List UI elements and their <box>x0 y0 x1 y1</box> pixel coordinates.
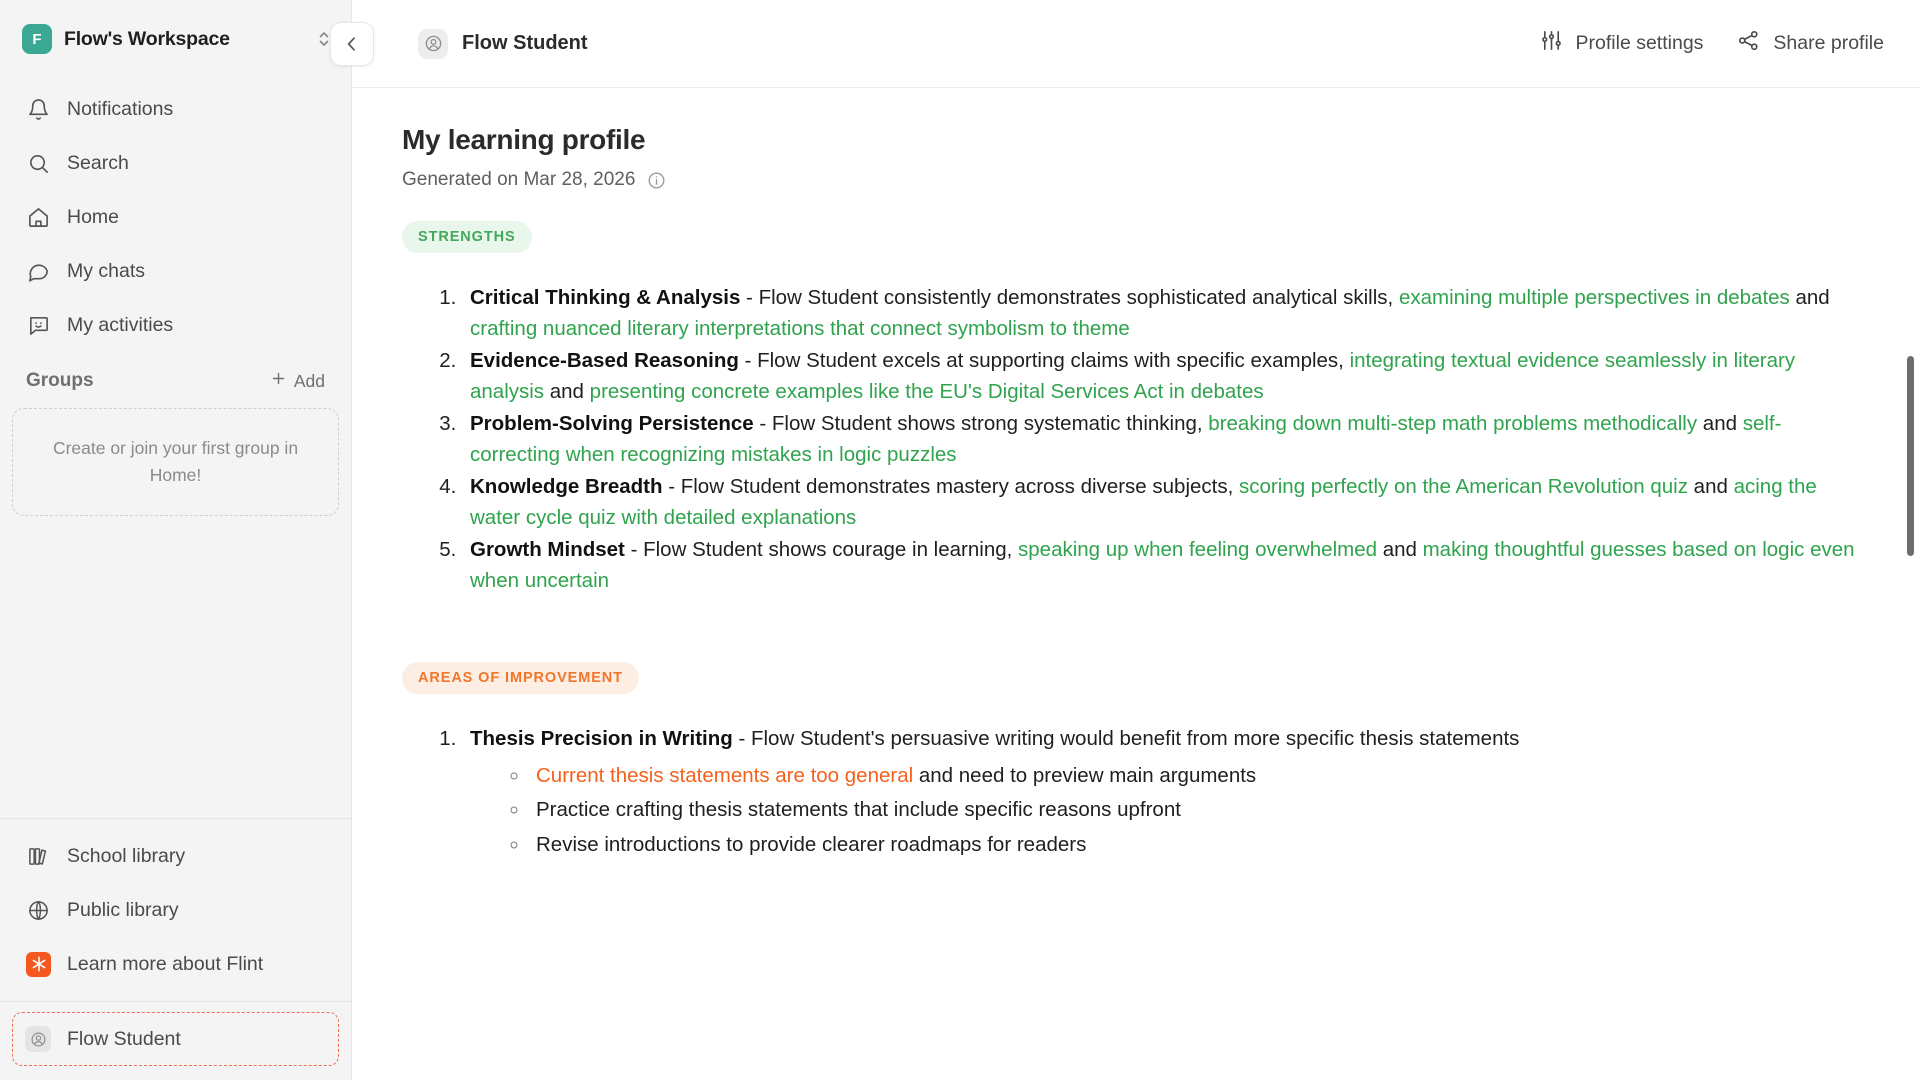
sidebar-item-notifications[interactable] <box>14 82 337 136</box>
strength-mid: and <box>1687 475 1734 499</box>
bell-icon <box>26 97 51 122</box>
strength-pre: - Flow Student shows strong systematic thinking, <box>753 412 1209 436</box>
sidebar-item-public-library[interactable] <box>14 883 337 937</box>
list-item <box>462 409 1860 470</box>
sidebar-label: My activities <box>67 313 174 336</box>
flint-logo-icon <box>26 952 51 977</box>
secondary-nav <box>0 818 351 991</box>
list-item <box>462 535 1860 596</box>
avatar <box>25 1026 51 1052</box>
list-item <box>462 346 1860 407</box>
workspace-logo: F <box>22 24 52 54</box>
content-inner <box>352 124 1920 860</box>
strength-highlight-1: examining multiple perspectives in debates <box>1398 286 1790 309</box>
sidebar-user-section <box>0 1001 351 1080</box>
main-area <box>352 0 1920 1080</box>
strength-highlight-1: integrating textual evidence seamlessly in literary analysis <box>470 349 1796 403</box>
groups-header <box>0 352 351 402</box>
list-item <box>462 472 1860 533</box>
sidebar <box>0 0 352 1080</box>
strength-mid: and <box>1697 412 1743 436</box>
strength-term: Problem-Solving Persistence <box>470 412 754 436</box>
strength-highlight-2: presenting concrete examples like the EU's Digital Services Act in debates <box>589 379 1264 403</box>
sidebar-label: Home <box>67 205 120 228</box>
plus-icon <box>270 370 287 392</box>
strength-pre: - Flow Student demonstrates mastery across diverse subjects, <box>662 475 1240 499</box>
sidebar-label: Notifications <box>67 97 174 120</box>
strength-term: Evidence-Based Reasoning <box>470 349 739 373</box>
home-icon <box>26 205 51 230</box>
improvement-badge: AREAS OF IMPROVEMENT <box>402 662 639 694</box>
list-item <box>462 724 1860 860</box>
improvement-sublist <box>470 761 1860 861</box>
improvement-bullet-rest: Revise introductions to provide clearer roadmaps for readers <box>536 832 1087 856</box>
workspace-header[interactable] <box>0 0 351 78</box>
list-item <box>462 283 1860 344</box>
improvement-term: Thesis Precision in Writing <box>470 727 733 751</box>
profile-settings-label: Profile settings <box>1575 32 1704 54</box>
sidebar-label: Public library <box>67 898 179 921</box>
page-title: My learning profile <box>402 124 646 155</box>
sidebar-item-learn-more-flint[interactable] <box>14 937 337 991</box>
strength-mid: and <box>544 379 590 403</box>
add-group-button[interactable] <box>270 370 325 392</box>
strength-highlight-1: scoring perfectly on the American Revolution quiz <box>1239 475 1688 499</box>
current-user-name: Flow Student <box>67 1027 181 1050</box>
strength-pre: - Flow Student consistently demonstrates sophisticated analytical skills, <box>740 286 1399 309</box>
scrollbar-thumb[interactable] <box>1907 356 1914 556</box>
strength-highlight-1: speaking up when feeling overwhelmed <box>1018 538 1377 562</box>
improvement-bullet-rest: and need to preview main arguments <box>913 763 1257 787</box>
topbar-actions <box>1540 29 1884 58</box>
info-icon[interactable] <box>647 171 666 190</box>
workspace-name: Flow's Workspace <box>64 27 230 50</box>
list-item <box>530 795 1860 826</box>
improvement-pre: - Flow Student's persuasive writing would benefit from more specific thesis statements <box>732 727 1520 751</box>
strengths-list <box>402 283 1860 596</box>
improvement-highlight: Current thesis statements are too general <box>536 763 914 787</box>
add-group-label: Add <box>293 370 325 391</box>
topbar-title-group <box>418 29 588 59</box>
scrollbar-track[interactable] <box>1904 176 1920 1080</box>
chat-bubble-icon <box>26 259 51 284</box>
generated-date: Generated on Mar 28, 2026 <box>402 169 636 190</box>
sidebar-label: My chats <box>67 259 146 282</box>
sidebar-label: School library <box>67 844 186 867</box>
collapse-sidebar-button[interactable] <box>330 22 374 66</box>
page-subject-title: Flow Student <box>462 32 588 54</box>
sidebar-item-my-chats[interactable] <box>14 244 337 298</box>
sidebar-item-school-library[interactable] <box>14 829 337 883</box>
strengths-badge: STRENGTHS <box>402 221 532 253</box>
strength-pre: - Flow Student excels at supporting claims with specific examples, <box>738 349 1350 373</box>
sidebar-item-my-activities[interactable] <box>14 298 337 352</box>
section-gap <box>402 598 1860 632</box>
sidebar-item-current-user[interactable] <box>12 1012 339 1066</box>
activity-bubble-icon <box>26 313 51 338</box>
strength-term: Knowledge Breadth <box>470 475 663 499</box>
share-icon <box>1737 29 1760 58</box>
groups-empty-state: Create or join your first group in Home! <box>12 408 339 516</box>
strength-highlight-1: breaking down multi-step math problems methodically <box>1208 412 1698 436</box>
strength-highlight-2: acing the water cycle quiz with detailed explanations <box>470 475 1817 529</box>
strength-mid: and <box>1789 286 1830 309</box>
strength-highlight-2: crafting nuanced literary interpretations that connect symbolism to theme <box>470 316 1130 340</box>
sidebar-item-home[interactable] <box>14 190 337 244</box>
strength-pre: - Flow Student shows courage in learning, <box>624 538 1019 562</box>
top-bar <box>352 0 1920 88</box>
list-item <box>530 761 1860 792</box>
profile-avatar-icon <box>418 29 448 59</box>
generated-line <box>402 169 1860 191</box>
sidebar-item-search[interactable] <box>14 136 337 190</box>
list-item <box>530 830 1860 861</box>
learning-profile-document <box>402 124 1860 860</box>
books-icon <box>26 844 51 869</box>
share-profile-button[interactable] <box>1737 29 1884 58</box>
sidebar-label: Learn more about Flint <box>67 952 264 975</box>
improvement-bullet-rest: Practice crafting thesis statements that include specific reasons upfront <box>536 798 1181 822</box>
groups-title: Groups <box>26 370 94 391</box>
globe-icon <box>26 898 51 923</box>
sidebar-spacer <box>0 516 351 818</box>
sliders-icon <box>1540 29 1563 58</box>
strength-mid: and <box>1377 538 1423 562</box>
strength-highlight-2: making thoughtful guesses based on logic even when uncertain <box>470 538 1855 592</box>
strength-term: Growth Mindset <box>470 538 625 562</box>
share-profile-label: Share profile <box>1773 32 1884 54</box>
sidebar-label: Search <box>67 151 129 174</box>
strength-term: Critical Thinking & Analysis <box>470 286 741 309</box>
improvements-list <box>402 724 1860 860</box>
search-icon <box>26 151 51 176</box>
content-scroll-area[interactable] <box>352 88 1920 1080</box>
primary-nav <box>0 78 351 352</box>
strength-highlight-2: self-correcting when recognizing mistakes in logic puzzles <box>470 412 1782 466</box>
profile-settings-button[interactable] <box>1540 29 1704 58</box>
